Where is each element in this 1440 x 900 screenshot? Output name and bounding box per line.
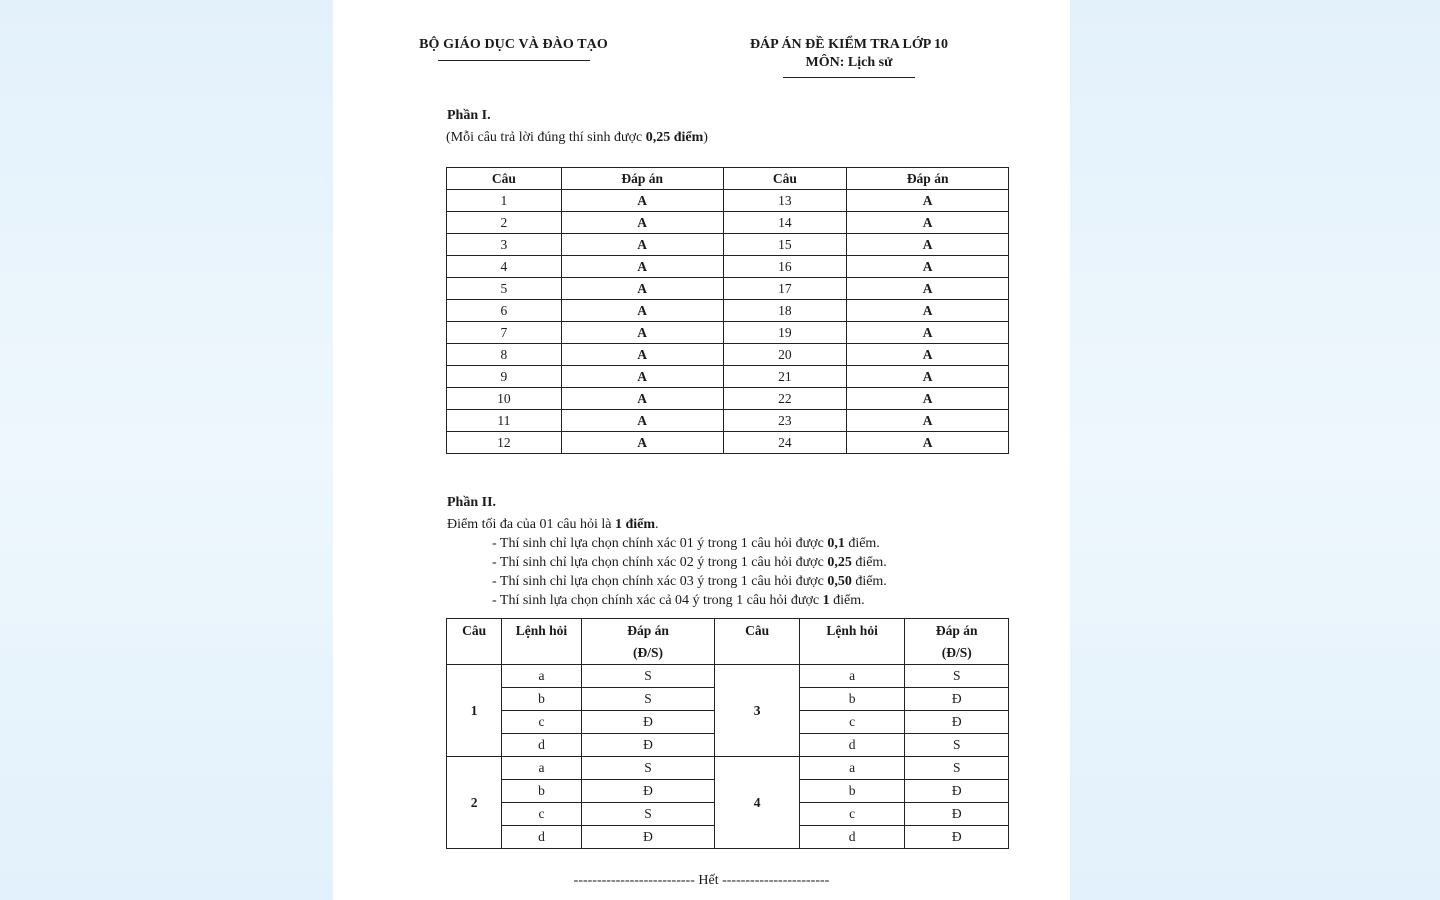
rule-bold: 0,1 <box>827 536 845 551</box>
rule-bold: 0,25 <box>827 555 852 570</box>
scoring-rule <box>492 535 880 553</box>
part1-heading: Phần I. <box>447 108 491 123</box>
part1-answer-table <box>446 167 1009 454</box>
col-header-answer: Đáp án <box>847 168 1009 190</box>
question-number: 1 <box>447 190 562 212</box>
answer-value: Đ <box>905 826 1009 849</box>
document-page <box>333 0 1070 900</box>
part1-note-close: ) <box>703 130 708 145</box>
table-row <box>447 212 1009 234</box>
scoring-rule <box>492 573 887 591</box>
ministry-header <box>412 37 615 61</box>
table-row <box>447 190 1009 212</box>
table-row <box>447 388 1009 410</box>
scoring-rule <box>492 554 887 572</box>
table-row <box>447 300 1009 322</box>
end-marker <box>333 873 1070 889</box>
rule-pre: - Thí sinh chỉ lựa chọn chính xác 03 ý trong 1 câu hỏi được <box>492 574 828 589</box>
part2-heading: Phần II. <box>447 495 497 510</box>
exam-title: ĐÁP ÁN ĐỀ KIỂM TRA LỚP 10 <box>749 37 949 52</box>
answer-value: A <box>561 344 723 366</box>
ministry-underline <box>438 60 590 61</box>
answer-value: A <box>847 256 1009 278</box>
answer-value: S <box>905 757 1009 780</box>
question-number: 4 <box>447 256 562 278</box>
table-row <box>447 278 1009 300</box>
answer-value: S <box>905 734 1009 757</box>
answer-format: (Đ/S) <box>633 645 664 660</box>
answer-value: Đ <box>581 734 715 757</box>
answer-value: A <box>561 300 723 322</box>
part2-intro-end: . <box>655 517 659 532</box>
item-letter: d <box>799 826 905 849</box>
answer-value: A <box>561 212 723 234</box>
table-row <box>447 432 1009 454</box>
question-number: 2 <box>447 757 502 849</box>
table-row <box>447 322 1009 344</box>
question-number: 17 <box>723 278 847 300</box>
col-header-answer: Đáp án <box>561 168 723 190</box>
table-row <box>447 410 1009 432</box>
part1-note <box>446 129 708 147</box>
answer-value: S <box>905 665 1009 688</box>
col-header-item: Lệnh hỏi <box>502 619 581 665</box>
table-row <box>447 757 1009 780</box>
question-number: 15 <box>723 234 847 256</box>
answer-value: A <box>847 234 1009 256</box>
question-number: 12 <box>447 432 562 454</box>
answer-value: A <box>561 278 723 300</box>
col-header-item: Lệnh hỏi <box>799 619 905 665</box>
scoring-rule <box>492 592 865 610</box>
answer-value: A <box>847 432 1009 454</box>
question-number: 13 <box>723 190 847 212</box>
answer-value: A <box>847 300 1009 322</box>
answer-value: Đ <box>905 688 1009 711</box>
rule-bold: 0,50 <box>827 574 852 589</box>
item-letter: b <box>799 780 905 803</box>
rule-post: điểm. <box>851 555 887 570</box>
item-letter: b <box>799 688 905 711</box>
rule-pre: - Thí sinh chỉ lựa chọn chính xác 01 ý trong 1 câu hỏi được <box>492 536 828 551</box>
col-header-question: Câu <box>723 168 847 190</box>
answer-value: A <box>561 190 723 212</box>
table-row <box>447 366 1009 388</box>
question-number: 21 <box>723 366 847 388</box>
question-number: 22 <box>723 388 847 410</box>
item-letter: b <box>502 688 581 711</box>
question-number: 7 <box>447 322 562 344</box>
answer-value: A <box>561 410 723 432</box>
table-row <box>447 256 1009 278</box>
table-row <box>447 234 1009 256</box>
part1-note-text: (Mỗi câu trả lời đúng thí sinh được <box>446 130 646 145</box>
answer-value: S <box>581 757 715 780</box>
answer-value: A <box>847 322 1009 344</box>
part2-intro <box>447 516 659 534</box>
answer-value: S <box>581 803 715 826</box>
part1-note-score: 0,25 điểm <box>645 130 704 145</box>
answer-value: S <box>581 688 715 711</box>
question-number: 23 <box>723 410 847 432</box>
question-number: 5 <box>447 278 562 300</box>
answer-value: A <box>847 344 1009 366</box>
col-header-answer <box>905 619 1009 665</box>
rule-post: điểm. <box>844 536 880 551</box>
item-letter: a <box>799 665 905 688</box>
answer-value: A <box>847 212 1009 234</box>
answer-value: A <box>561 322 723 344</box>
part2-intro-text: Điểm tối đa của 01 câu hỏi là <box>447 517 615 532</box>
rule-post: điểm. <box>829 593 865 608</box>
question-number: 2 <box>447 212 562 234</box>
subject-underline <box>783 77 915 78</box>
item-letter: c <box>799 803 905 826</box>
answer-value: A <box>847 190 1009 212</box>
question-number: 19 <box>723 322 847 344</box>
ministry-name: BỘ GIÁO DỤC VÀ ĐÀO TẠO <box>419 37 608 52</box>
end-text: -------------------------- Hết ----------------------- <box>573 873 830 888</box>
item-letter: c <box>502 711 581 734</box>
question-number: 9 <box>447 366 562 388</box>
col-header-question: Câu <box>447 619 502 665</box>
col-header-question: Câu <box>715 619 799 665</box>
question-number: 1 <box>447 665 502 757</box>
table-row <box>447 344 1009 366</box>
answer-value: A <box>847 366 1009 388</box>
answer-format: (Đ/S) <box>941 645 972 660</box>
rule-bold: 1 <box>822 593 830 608</box>
item-letter: c <box>799 711 905 734</box>
answer-label: Đáp án <box>627 623 669 638</box>
item-letter: a <box>799 757 905 780</box>
exam-header <box>730 36 968 78</box>
item-letter: b <box>502 780 581 803</box>
answer-label: Đáp án <box>935 623 978 638</box>
rule-post: điểm. <box>851 574 887 589</box>
col-header-answer <box>581 619 715 665</box>
answer-value: Đ <box>905 780 1009 803</box>
question-number: 16 <box>723 256 847 278</box>
question-number: 11 <box>447 410 562 432</box>
question-number: 24 <box>723 432 847 454</box>
answer-value: Đ <box>905 711 1009 734</box>
answer-value: A <box>561 256 723 278</box>
item-letter: c <box>502 803 581 826</box>
question-number: 20 <box>723 344 847 366</box>
question-number: 10 <box>447 388 562 410</box>
item-letter: d <box>799 734 905 757</box>
question-number: 3 <box>715 665 799 757</box>
question-number: 4 <box>715 757 799 849</box>
answer-value: A <box>847 410 1009 432</box>
table-header-row <box>447 619 1009 665</box>
answer-value: Đ <box>581 711 715 734</box>
question-number: 6 <box>447 300 562 322</box>
part2-intro-score: 1 điểm <box>614 517 656 532</box>
answer-value: A <box>847 388 1009 410</box>
answer-value: A <box>561 234 723 256</box>
answer-value: Đ <box>581 826 715 849</box>
table-header-row <box>447 168 1009 190</box>
rule-pre: - Thí sinh lựa chọn chính xác cả 04 ý trong 1 câu hỏi được <box>492 593 823 608</box>
question-number: 3 <box>447 234 562 256</box>
answer-value: A <box>561 432 723 454</box>
answer-value: Đ <box>581 780 715 803</box>
question-number: 14 <box>723 212 847 234</box>
question-number: 8 <box>447 344 562 366</box>
table-row <box>447 665 1009 688</box>
rule-pre: - Thí sinh chỉ lựa chọn chính xác 02 ý trong 1 câu hỏi được <box>492 555 828 570</box>
col-header-question: Câu <box>447 168 562 190</box>
item-letter: d <box>502 734 581 757</box>
item-letter: a <box>502 757 581 780</box>
exam-subject: MÔN: Lịch sử <box>805 55 893 70</box>
part2-answer-table <box>446 618 1009 849</box>
answer-value: A <box>561 388 723 410</box>
item-letter: d <box>502 826 581 849</box>
question-number: 18 <box>723 300 847 322</box>
answer-value: Đ <box>905 803 1009 826</box>
answer-value: A <box>561 366 723 388</box>
answer-value: S <box>581 665 715 688</box>
answer-value: A <box>847 278 1009 300</box>
item-letter: a <box>502 665 581 688</box>
